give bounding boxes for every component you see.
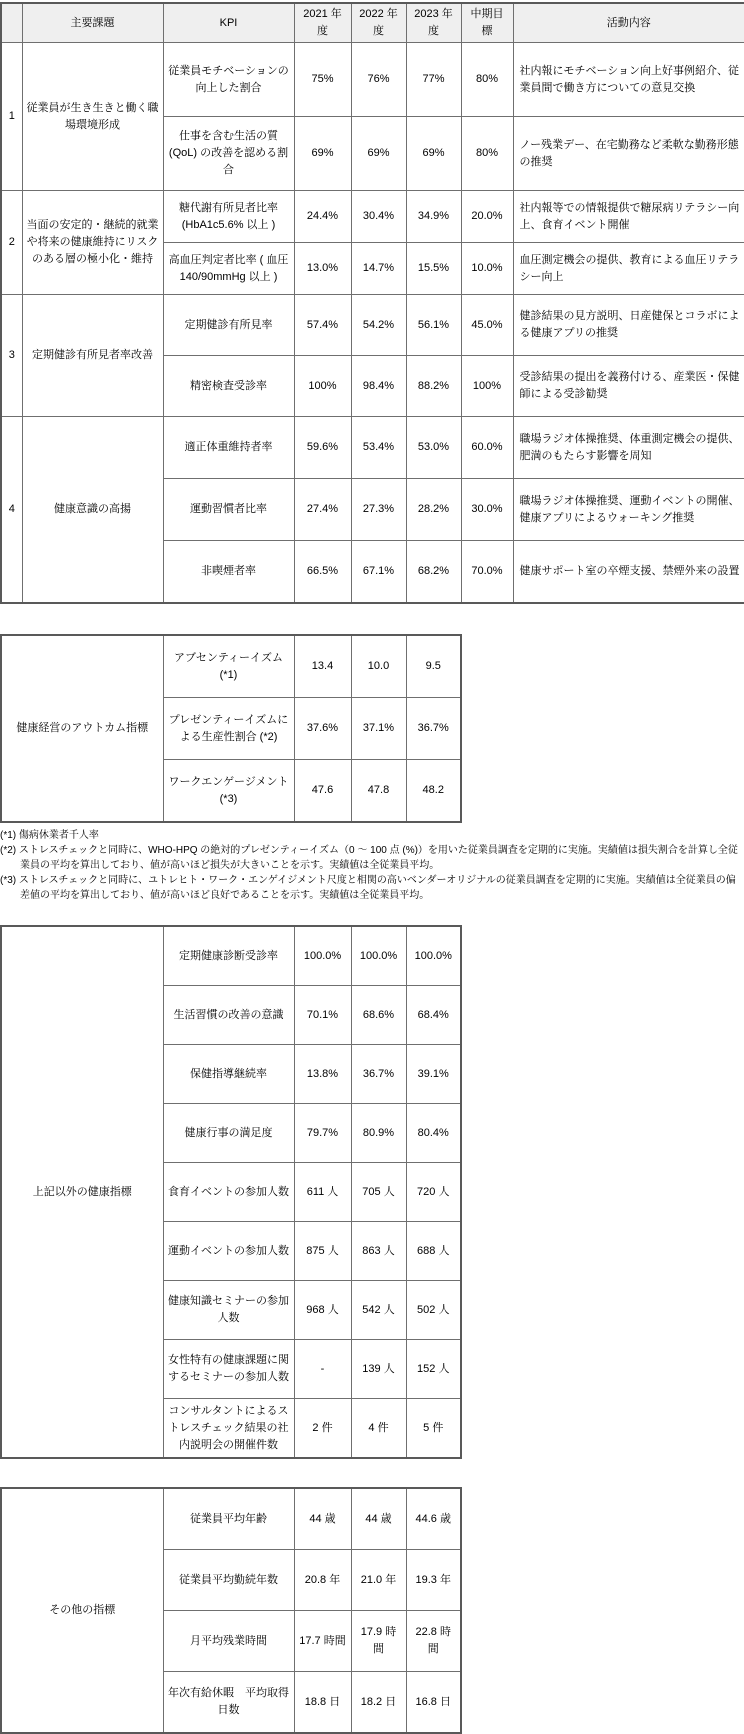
metric-value: 70.1%	[294, 986, 351, 1045]
kpi-value: 68.2%	[406, 541, 461, 604]
header-fy2021: 2021 年度	[294, 3, 351, 43]
kpi-value: 67.1%	[351, 541, 406, 604]
metric-label: 健康知識セミナーの参加人数	[163, 1281, 294, 1340]
metric-row	[1, 635, 461, 698]
kpi-row	[1, 191, 744, 243]
metric-value: 80.4%	[406, 1104, 461, 1163]
kpi-value: 75%	[294, 43, 351, 117]
issue-label: 従業員が生き生きと働く職場環境形成	[22, 43, 163, 191]
metric-value: 5 件	[406, 1399, 461, 1459]
issue-label: 健康意識の高揚	[22, 417, 163, 604]
other-health-indicator-table	[0, 925, 462, 1459]
metric-row	[1, 926, 461, 986]
kpi-value: 69%	[294, 117, 351, 191]
issue-number: 2	[1, 191, 22, 295]
metric-value: 10.0	[351, 635, 406, 698]
metric-value: 688 人	[406, 1222, 461, 1281]
metric-label: 食育イベントの参加人数	[163, 1163, 294, 1222]
metric-value: 68.6%	[351, 986, 406, 1045]
kpi-target: 80%	[461, 43, 513, 117]
metric-value: 17.9 時間	[351, 1611, 406, 1672]
kpi-table-header	[1, 3, 744, 43]
metric-value: 611 人	[294, 1163, 351, 1222]
metric-value: 22.8 時間	[406, 1611, 461, 1672]
metric-value: 2 件	[294, 1399, 351, 1459]
kpi-activity: 社内報等での情報提供で糖尿病リテラシー向上、食育イベント開催	[513, 191, 744, 243]
metric-value: 16.8 日	[406, 1672, 461, 1734]
kpi-value: 53.0%	[406, 417, 461, 479]
metric-label: 年次有給休暇 平均取得日数	[163, 1672, 294, 1734]
metric-value: 100.0%	[351, 926, 406, 986]
issue-number: 3	[1, 295, 22, 417]
section-label: 健康経営のアウトカム指標	[1, 635, 163, 822]
issue-number: 4	[1, 417, 22, 604]
metric-value: 13.4	[294, 635, 351, 698]
kpi-target: 60.0%	[461, 417, 513, 479]
kpi-value: 59.6%	[294, 417, 351, 479]
kpi-label: 仕事を含む生活の質 (QoL) の改善を認める割合	[163, 117, 294, 191]
metric-label: 従業員平均年齢	[163, 1488, 294, 1550]
metric-value: -	[294, 1340, 351, 1399]
header-activity: 活動内容	[513, 3, 744, 43]
misc-indicator-table	[0, 1487, 462, 1734]
outcome-indicator-table	[0, 634, 462, 823]
metric-value: 37.6%	[294, 698, 351, 760]
metric-value: 152 人	[406, 1340, 461, 1399]
metric-label: 運動イベントの参加人数	[163, 1222, 294, 1281]
metric-label: 従業員平均勤続年数	[163, 1550, 294, 1611]
metric-value: 4 件	[351, 1399, 406, 1459]
metric-value: 47.6	[294, 760, 351, 823]
kpi-label: 糖代謝有所見者比率 (HbA1c5.6% 以上 )	[163, 191, 294, 243]
issue-label: 当面の安定的・継続的就業や将来の健康維持にリスクのある層の極小化・維持	[22, 191, 163, 295]
metric-value: 44 歳	[294, 1488, 351, 1550]
kpi-label: 非喫煙者率	[163, 541, 294, 604]
metric-label: 健康行事の満足度	[163, 1104, 294, 1163]
kpi-label: 精密検査受診率	[163, 356, 294, 417]
kpi-table	[0, 2, 744, 604]
kpi-value: 53.4%	[351, 417, 406, 479]
footnote: (*2) ストレスチェックと同時に、WHO-HPQ の絶対的プレゼンティーイズム（0 ～ 100 点 (%)）を用いた従業員調査を定期的に実施。実績値は損失割合を計算し全従業員の平均を算出しており、値が高いほど損失が大きいことを示す。実績値は全従業員平均。	[0, 845, 738, 872]
metric-value: 100.0%	[294, 926, 351, 986]
kpi-value: 66.5%	[294, 541, 351, 604]
metric-value: 21.0 年	[351, 1550, 406, 1611]
metric-label: 女性特有の健康課題に関するセミナーの参加人数	[163, 1340, 294, 1399]
metric-value: 13.8%	[294, 1045, 351, 1104]
kpi-label: 運動習慣者比率	[163, 479, 294, 541]
kpi-value: 24.4%	[294, 191, 351, 243]
metric-value: 875 人	[294, 1222, 351, 1281]
metric-value: 100.0%	[406, 926, 461, 986]
metric-value: 720 人	[406, 1163, 461, 1222]
metric-value: 18.8 日	[294, 1672, 351, 1734]
kpi-row	[1, 295, 744, 356]
kpi-value: 30.4%	[351, 191, 406, 243]
kpi-activity: 健診結果の見方説明、日産健保とコラボによる健康アプリの推奨	[513, 295, 744, 356]
kpi-label: 高血圧判定者比率 ( 血圧 140/90mmHg 以上 )	[163, 243, 294, 295]
kpi-target: 45.0%	[461, 295, 513, 356]
header-fy2023: 2023 年度	[406, 3, 461, 43]
metric-value: 79.7%	[294, 1104, 351, 1163]
kpi-activity: 職場ラジオ体操推奨、運動イベントの開催、健康アプリによるウォーキング推奨	[513, 479, 744, 541]
kpi-value: 54.2%	[351, 295, 406, 356]
header-fy2022: 2022 年度	[351, 3, 406, 43]
metric-value: 80.9%	[351, 1104, 406, 1163]
kpi-value: 77%	[406, 43, 461, 117]
metric-value: 20.8 年	[294, 1550, 351, 1611]
metric-value: 139 人	[351, 1340, 406, 1399]
kpi-row	[1, 43, 744, 117]
metric-label: アブセンティーイズム (*1)	[163, 635, 294, 698]
metric-label: 月平均残業時間	[163, 1611, 294, 1672]
metric-value: 18.2 日	[351, 1672, 406, 1734]
metric-value: 47.8	[351, 760, 406, 823]
kpi-value: 69%	[351, 117, 406, 191]
metric-value: 705 人	[351, 1163, 406, 1222]
kpi-activity: 受診結果の提出を義務付ける、産業医・保健師による受診勧奨	[513, 356, 744, 417]
footnote: (*3) ストレスチェックと同時に、ユトレヒト・ワーク・エンゲイジメント尺度と相関の高いベンダーオリジナルの従業員調査を定期的に実施。実績値は全従業員の偏差値の平均を算出しており、値が高いほど良好であることを示す。実績値は全従業員平均。	[0, 875, 736, 902]
metric-value: 19.3 年	[406, 1550, 461, 1611]
kpi-activity: ノー残業デー、在宅勤務など柔軟な勤務形態の推奨	[513, 117, 744, 191]
metric-label: ワークエンゲージメント (*3)	[163, 760, 294, 823]
metric-value: 39.1%	[406, 1045, 461, 1104]
kpi-activity: 血圧測定機会の提供、教育による血圧リテラシー向上	[513, 243, 744, 295]
issue-label: 定期健診有所見者率改善	[22, 295, 163, 417]
metric-value: 37.1%	[351, 698, 406, 760]
kpi-label: 従業員モチベーションの向上した割合	[163, 43, 294, 117]
metric-row	[1, 1488, 461, 1550]
header-kpi: KPI	[163, 3, 294, 43]
metric-label: コンサルタントによるストレスチェック結果の社内説明会の開催件数	[163, 1399, 294, 1459]
kpi-target: 100%	[461, 356, 513, 417]
metric-label: 定期健康診断受診率	[163, 926, 294, 986]
kpi-activity: 職場ラジオ体操推奨、体重測定機会の提供、肥満のもたらす影響を周知	[513, 417, 744, 479]
kpi-value: 13.0%	[294, 243, 351, 295]
metric-label: プレゼンティーイズムによる生産性割合 (*2)	[163, 698, 294, 760]
kpi-value: 56.1%	[406, 295, 461, 356]
issue-number: 1	[1, 43, 22, 191]
kpi-target: 10.0%	[461, 243, 513, 295]
metric-value: 17.7 時間	[294, 1611, 351, 1672]
section-label: その他の指標	[1, 1488, 163, 1733]
metric-label: 生活習慣の改善の意識	[163, 986, 294, 1045]
kpi-label: 定期健診有所見率	[163, 295, 294, 356]
kpi-value: 14.7%	[351, 243, 406, 295]
header-issue: 主要課題	[22, 3, 163, 43]
kpi-value: 76%	[351, 43, 406, 117]
metric-value: 542 人	[351, 1281, 406, 1340]
kpi-value: 27.3%	[351, 479, 406, 541]
metric-value: 48.2	[406, 760, 461, 823]
header-corner-cell	[1, 3, 22, 43]
section-label: 上記以外の健康指標	[1, 926, 163, 1458]
kpi-value: 100%	[294, 356, 351, 417]
metric-label: 保健指導継続率	[163, 1045, 294, 1104]
metric-value: 36.7%	[351, 1045, 406, 1104]
metric-value: 44.6 歳	[406, 1488, 461, 1550]
kpi-value: 88.2%	[406, 356, 461, 417]
kpi-value: 34.9%	[406, 191, 461, 243]
kpi-label: 適正体重維持者率	[163, 417, 294, 479]
kpi-target: 20.0%	[461, 191, 513, 243]
kpi-value: 27.4%	[294, 479, 351, 541]
kpi-value: 57.4%	[294, 295, 351, 356]
metric-value: 863 人	[351, 1222, 406, 1281]
metric-value: 36.7%	[406, 698, 461, 760]
kpi-target: 30.0%	[461, 479, 513, 541]
metric-value: 68.4%	[406, 986, 461, 1045]
kpi-target: 70.0%	[461, 541, 513, 604]
kpi-value: 28.2%	[406, 479, 461, 541]
kpi-activity: 社内報にモチベーション向上好事例紹介、従業員間で働き方についての意見交換	[513, 43, 744, 117]
header-row	[1, 3, 744, 43]
footnote: (*1) 傷病休業者千人率	[0, 830, 99, 842]
footnotes	[0, 828, 744, 903]
kpi-value: 69%	[406, 117, 461, 191]
metric-value: 44 歳	[351, 1488, 406, 1550]
header-midterm-target: 中期目標	[461, 3, 513, 43]
metric-value: 9.5	[406, 635, 461, 698]
kpi-activity: 健康サポート室の卒煙支援、禁煙外来の設置	[513, 541, 744, 604]
kpi-value: 15.5%	[406, 243, 461, 295]
kpi-value: 98.4%	[351, 356, 406, 417]
metric-value: 968 人	[294, 1281, 351, 1340]
kpi-target: 80%	[461, 117, 513, 191]
metric-value: 502 人	[406, 1281, 461, 1340]
kpi-row	[1, 417, 744, 479]
